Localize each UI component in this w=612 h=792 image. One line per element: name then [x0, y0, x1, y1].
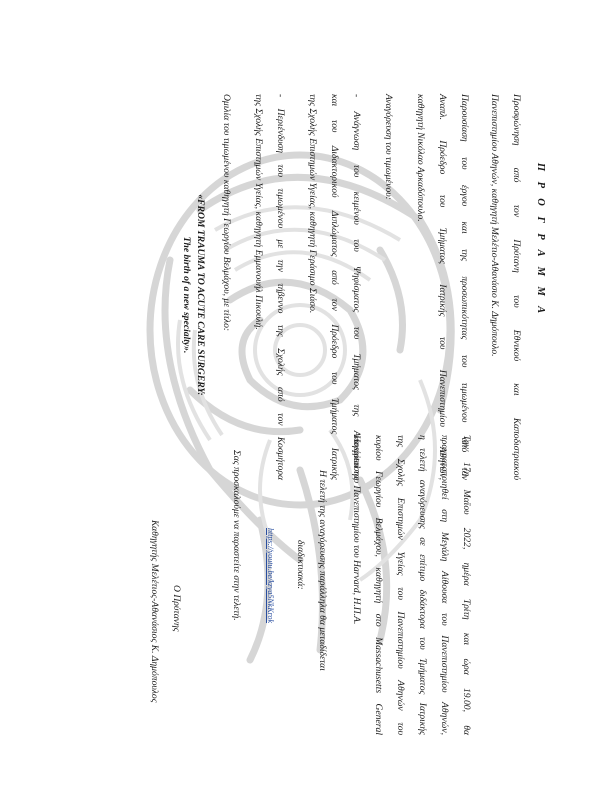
speech-intro: Ομιλία του τιμωμένου καθηγητή Γεωργίου Βελμάχου, με τίτλο: [221, 94, 232, 332]
gown-line-2: της Σχολής Επιστημών Υγείας, καθηγητή Εμμανουήλ Πικουλή. [253, 94, 264, 330]
youtube-link[interactable]: https://youtu.be/kzya5NkKrok [266, 528, 275, 624]
opening-line-1: Προσφώνηση από τον Πρύτανη του Εθνικού και Καποδιστριακού [511, 94, 522, 480]
program-title: Π Ρ Ο Γ Ρ Α Μ Μ Α [535, 162, 546, 318]
opening-line-2: Πανεπιστημίου Αθηνών, καθηγητή Μελέτιο-Αθανάσιο Κ. Δημόπουλο. [489, 94, 500, 357]
speech-title-line-1: «FROM TRAUMA TO ACUTE CARE SURGERY: [195, 194, 206, 396]
presentation-line-1: Παρουσίαση του έργου και της προσωπικότητας του τιμωμένου από τον [459, 94, 470, 480]
speech-title-line-2: The birth of a new specialty». [181, 236, 192, 354]
citation-line-3: της Σχολής Επιστημών Υγείας, καθηγητή Γεράσιμο Σιάσο. [307, 94, 318, 314]
citation-line-2: και του Διδακτορικού Διπλώματος από τον Πρόεδρο του Τμήματος Ιατρικής [329, 94, 340, 480]
intro-line-2: πραγματοποιηθεί στη Μεγάλη Αίθουσα του Πανεπιστημίου Αθηνών, [439, 435, 450, 735]
signature-name: Καθηγητής Μελέτιος-Αθανάσιος Κ. Δημόπουλος [149, 520, 160, 703]
signature-role: Ο Πρύτανης [171, 585, 182, 632]
intro-line-5: κυρίου Γεωργίου Βελμάχου, καθηγητή στο Massachusetts General [373, 435, 384, 735]
intro-line-6: Hospital του Πανεπιστημίου του Harvard, Η.Π.Α. [351, 435, 362, 625]
intro-line-4: της Σχολής Επιστημών Υγείας του Πανεπιστημίου Αθηνών του [395, 435, 406, 735]
stream-line-1: Η τελετή της αναγόρευσης παράλληλα θα μεταδίδεται [317, 470, 328, 671]
intro-line-1: Την 17η Μαΐου 2022, ημέρα Τρίτη και ώρα 19.00, θα [461, 435, 472, 735]
gown-line-1: - Περιένδυση του τιμωμένου με την τήβεννο της Σχολής από τον Κοσμήτορα [275, 94, 286, 480]
citation-line-1: - Ανάγνωση του κειμένου του Ψηφίσματος του Τμήματος της Αναγόρευσης [351, 94, 362, 480]
intro-line-3: η τελετή αναγόρευσης σε επίτιμο διδάκτορα του Τμήματος Ιατρικής [417, 435, 428, 735]
presentation-line-3: καθηγητή Νικόλαο Αρκαδόπουλο. [415, 94, 426, 222]
stream-line-2: διαδικτυακά: [295, 540, 306, 590]
presentation-line-2: Αναπλ. Πρόεδρο του Τμήματος Ιατρικής του Πανεπιστημίου Αθηνών, [437, 94, 448, 480]
citation-heading: Αναγόρευση του τιμωμένου: [383, 94, 394, 200]
invitation-text: Σας προσκαλούμε να παραστείτε στην τελετή. [231, 450, 242, 621]
